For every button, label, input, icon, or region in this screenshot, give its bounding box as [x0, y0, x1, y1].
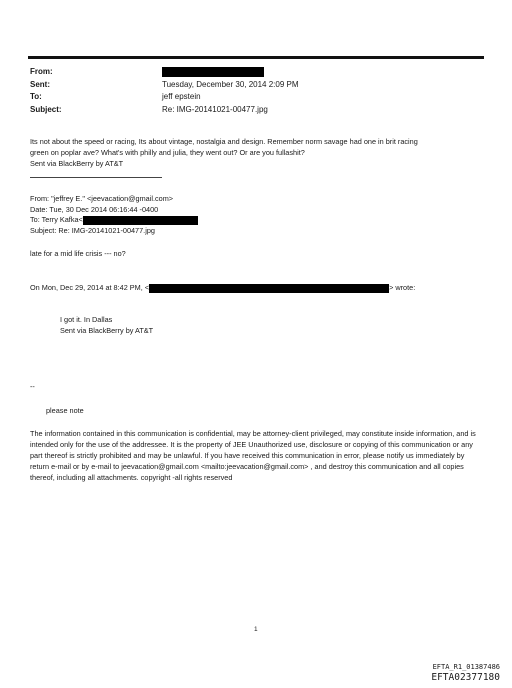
quoted-to-text: To: Terry Kafka<	[30, 215, 83, 224]
inner-signature: Sent via BlackBerry by AT&T	[60, 326, 154, 335]
quoted-body: late for a mid life crisis --- no?	[30, 249, 126, 258]
redaction-bar	[149, 284, 389, 293]
reply-line-1: Its not about the speed or racing, Its about vintage, nostalgia and design. Remember norm savage had one in brit racing	[30, 137, 418, 146]
sent-value: Tuesday, December 30, 2014 2:09 PM	[162, 79, 299, 89]
from-label: From:	[30, 67, 53, 76]
redaction-bar	[162, 67, 264, 77]
please-note: please note	[46, 406, 84, 415]
subject-value: Re: IMG-20141021-00477.jpg	[162, 104, 268, 114]
signature-dashes: --	[30, 382, 35, 391]
wrote-prefix: On Mon, Dec 29, 2014 at 8:42 PM, <	[30, 283, 150, 292]
page-number: 1	[254, 626, 258, 633]
quoted-date: Date: Tue, 30 Dec 2014 06:16:44 -0400	[30, 205, 159, 214]
quoted-to	[30, 214, 198, 225]
subject-label: Subject:	[30, 104, 62, 114]
reply-signature: Sent via BlackBerry by AT&T	[30, 159, 124, 168]
confidentiality-disclaimer: The information contained in this communication is confidential, may be attorney-client privileged, may constitute inside information, and is intended only for the use of the addressee. It is the property of JEE Unauthorized use, disclosure or copying of this communication or any part thereof is strictly prohibited and may be unlawful. If you have received this communication in error, please notify us immediately by return e-mail or by e-mail to jeevacation@gmail.com <mailto:jeevacation@gmail.com> , and destroy this communication and all copies thereof, including all attachments. copyright -all rights reserved	[30, 429, 476, 482]
to-label: To:	[30, 92, 42, 101]
sent-label: Sent:	[30, 79, 50, 89]
bates-stamp-2: EFTA02377180	[431, 672, 500, 683]
to-value: jeff epstein	[162, 92, 201, 101]
quote-separator	[30, 177, 162, 178]
wrote-line	[30, 282, 415, 293]
quoted-subject: Subject: Re: IMG-20141021-00477.jpg	[30, 226, 155, 235]
inner-line-1: I got it. In Dallas	[60, 315, 113, 324]
bates-stamp-1: EFTA_R1_01387486	[432, 663, 500, 671]
quoted-from: From: "jeffrey E." <jeevacation@gmail.com>	[30, 194, 174, 203]
reply-line-2: green on poplar ave? What's with philly and julia, they went out? Or are you fullashit?	[30, 148, 305, 157]
email-header	[30, 66, 299, 116]
redaction-bar	[83, 216, 198, 225]
wrote-suffix: > wrote:	[389, 283, 416, 292]
top-rule	[28, 56, 484, 59]
